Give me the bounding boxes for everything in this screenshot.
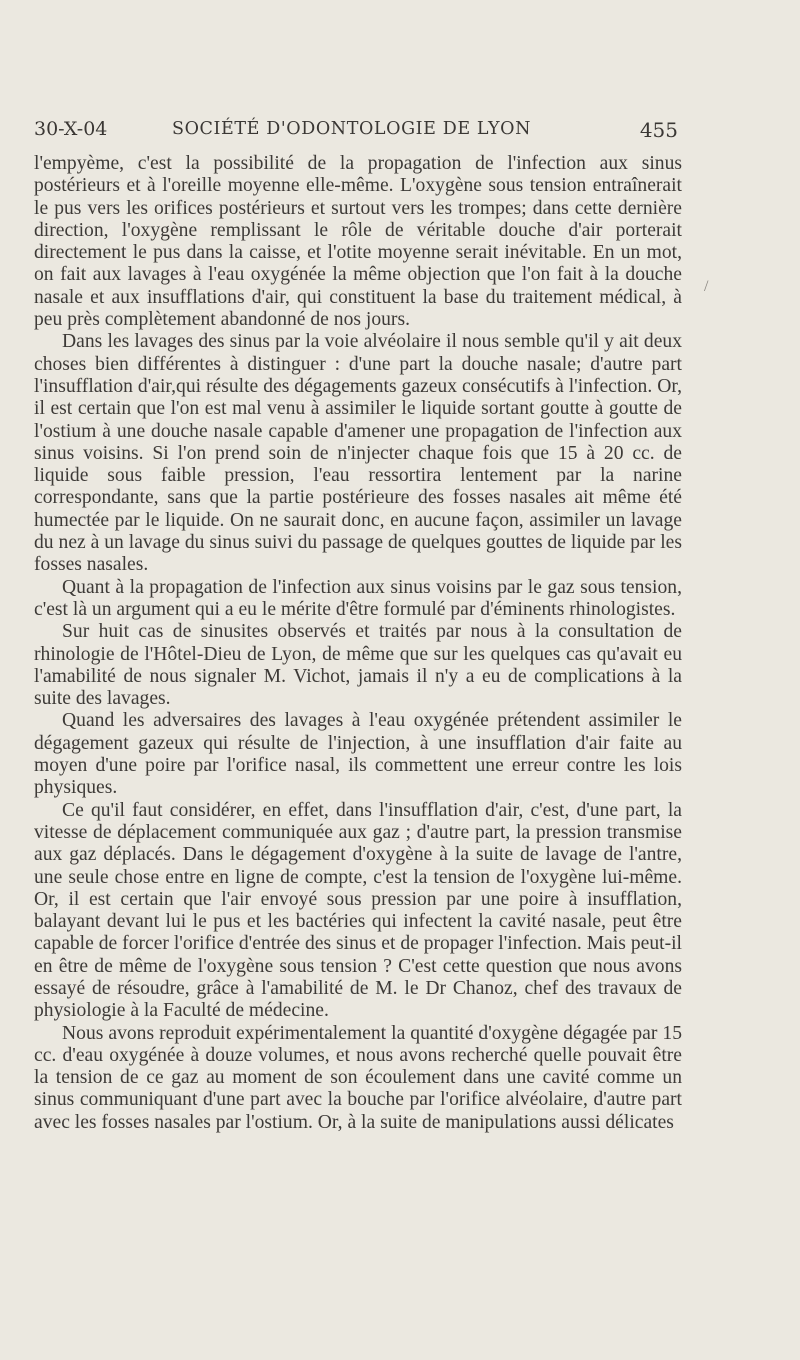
- paragraph: Nous avons reproduit expérimentalement la quantité d'oxygène dégagée par 15 cc. d'eau oxygénée à douze volumes, et nous avons recherché quelle pouvait être la tension de ce gaz au moment de son écoulement dans une cavité comme un sinus communiquant d'une part avec la bouche par l'orifice alvéolaire, d'autre part avec les fosses nasales par l'ostium. Or, à la suite de manipulations aussi délicates: [34, 1022, 682, 1133]
- margin-mark: /: [704, 278, 709, 295]
- journal-title: SOCIÉTÉ D'ODONTOLOGIE DE LYON: [172, 119, 532, 139]
- body-text: [34, 153, 682, 1134]
- paragraph: l'empyème, c'est la possibilité de la propagation de l'infection aux sinus postérieurs et à l'oreille moyenne elle-même. L'oxygène sous tension entraînerait le pus vers les orifices postérieurs et surtout vers les trompes; dans cette dernière direction, l'oxygène remplissant le rôle de véritable douche d'air porterait directement le pus dans la caisse, et l'otite moyenne serait inévitable. En un mot, on fait aux lavages à l'eau oxygénée la même objection que l'on fait à la douche nasale et aux insufflations d'air, qui constituent la base du traitement médical, à peu près complètement abandonné de nos jours.: [34, 153, 682, 331]
- paragraph: Ce qu'il faut considérer, en effet, dans l'insufflation d'air, c'est, d'une part, la vitesse de déplacement communiquée aux gaz ; d'autre part, la pression transmise aux gaz déplacés. Dans le dégagement d'oxygène à la suite de lavage de l'antre, une seule chose entre en ligne de compte, c'est la tension de l'oxygène lui-même. Or, il est certain que l'air envoyé sous pression par une poire à insufflation, balayant devant lui le pus et les bactéries qui infectent la cavité nasale, peut être capable de forcer l'orifice d'entrée des sinus et de propager l'infection. Mais peut-il en être de même de l'oxygène sous tension ? C'est cette question que nous avons essayé de résoudre, grâce à l'amabilité de M. le Dr Chanoz, chef des travaux de physiologie à la Faculté de médecine.: [34, 799, 682, 1022]
- paragraph: Quant à la propagation de l'infection aux sinus voisins par le gaz sous tension, c'est là un argument qui a eu le mérite d'être formulé par d'éminents rhinologistes.: [34, 576, 682, 620]
- paragraph: Quand les adversaires des lavages à l'eau oxygénée prétendent assimiler le dégagement gazeux qui résulte de l'injection, à une insufflation d'air faite au moyen d'une poire par l'orifice nasal, ils commettent une erreur contre les lois physiques.: [34, 710, 682, 799]
- session-date: 30-X-04: [34, 118, 108, 140]
- paragraph: Sur huit cas de sinusites observés et traités par nous à la consultation de rhinologie de l'Hôtel-Dieu de Lyon, de même que sur les quelques cas qu'avait eu l'amabilité de nous signaler M. Vichot, jamais il n'y a eu de complications à la suite des lavages.: [34, 621, 682, 710]
- paragraph: Dans les lavages des sinus par la voie alvéolaire il nous semble qu'il y ait deux choses bien différentes à distinguer : d'une part la douche nasale; d'autre part l'insufflation d'air,qui résulte des dégagements gazeux consécutifs à l'infection. Or, il est certain que l'on est mal venu à assimiler le liquide sortant goutte à goutte de l'ostium à une douche nasale capable d'amener une propagation de l'infection aux sinus voisins. Si l'on prend soin de n'injecter chaque fois que 15 à 20 cc. de liquide sous faible pression, l'eau ressortira lentement par la narine correspondante, sans que la partie postérieure des fosses nasales ait même été humectée par le liquide. On ne saurait donc, en aucune façon, assimiler un lavage du nez à un lavage du sinus suivi du passage de quelques gouttes de liquide par les fosses nasales.: [34, 331, 682, 576]
- running-head: [34, 118, 678, 144]
- page-number: 455: [639, 118, 678, 142]
